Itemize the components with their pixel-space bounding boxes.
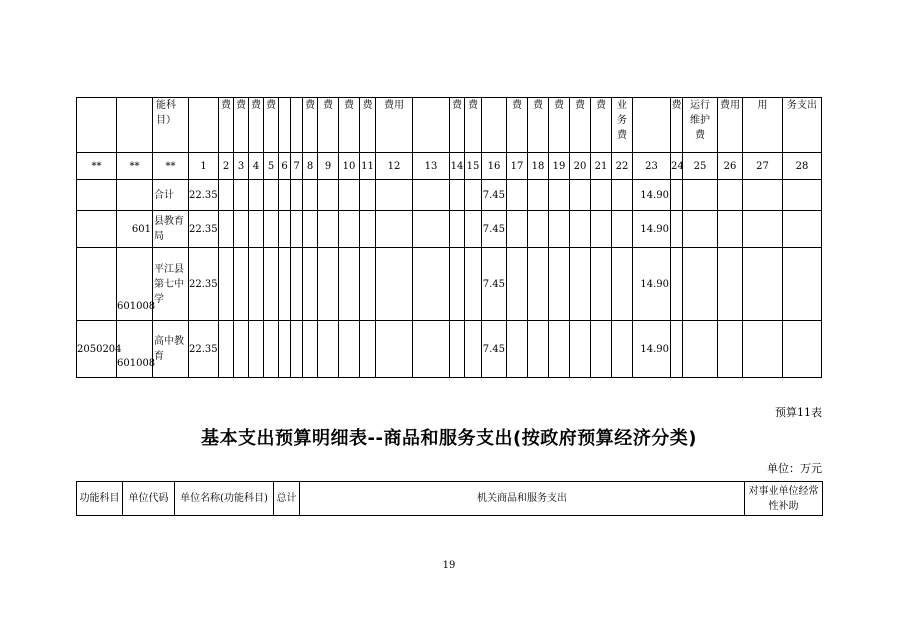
total-cell: 22.35 [189,248,219,321]
column-number-cell: 10 [339,153,360,180]
header-unit-name: 单位名称(功能科目) [175,482,274,516]
table-row [77,211,822,248]
column-number-cell: 25 [683,153,718,180]
column-number-cell: 9 [318,153,339,180]
unit-name-cell: 高中教育 [153,321,189,378]
header-row [77,482,823,516]
header-row-names [77,98,822,153]
unit-name-cell: 平江县第七中学 [153,248,189,321]
header-total: 总计 [274,482,300,516]
header-cell: 费 [507,98,528,153]
header-cell: 费 [219,98,234,153]
unit-code-cell [117,180,153,211]
header-public-institution-subsidy: 对事业单位经常性补助 [745,482,823,516]
unit-name-cell: 县教育局 [153,211,189,248]
column-number-cell: 23 [633,153,671,180]
column-number-cell: 28 [783,153,822,180]
header-cell: 费 [234,98,249,153]
unit-code-cell: 601008 [117,321,153,378]
header-cell: 费 [549,98,570,153]
header-cell: 业 务 费 [612,98,633,153]
table-number-label: 预算11表 [775,406,822,419]
header-cell: 费 [339,98,360,153]
header-cell: 费用 [718,98,743,153]
column-number-cell: 2 [219,153,234,180]
col16-cell: 7.45 [482,248,507,321]
header-cell: 费 [264,98,279,153]
column-number-cell: 21 [591,153,612,180]
col23-cell: 14.90 [633,321,671,378]
table-row [77,321,822,378]
header-cell: 费 [318,98,339,153]
header-agency-goods-services: 机关商品和服务支出 [300,482,745,516]
col16-cell: 7.45 [482,321,507,378]
table-row [77,180,822,211]
total-cell: 22.35 [189,321,219,378]
column-number-cell: 22 [612,153,633,180]
total-cell: 22.35 [189,180,219,211]
unit-code-cell: 601008 [117,248,153,321]
col23-cell: 14.90 [633,248,671,321]
total-cell: 22.35 [189,211,219,248]
header-cell [482,98,507,153]
header-cell: 费 [671,98,683,153]
header-cell: 用 [743,98,783,153]
lower-header-table [76,481,823,516]
header-func-subject: 功能科目 [77,482,123,516]
header-cell [189,98,219,153]
header-cell: 费 [591,98,612,153]
column-number-cell: 12 [376,153,413,180]
header-cell [77,98,117,153]
column-number-cell: 19 [549,153,570,180]
column-number-cell: 27 [743,153,783,180]
column-number-cell: 13 [413,153,450,180]
header-row-numbers [77,153,822,180]
header-cell: 费用 [376,98,413,153]
column-number-cell: 5 [264,153,279,180]
unit-name-cell: 合计 [153,180,189,211]
column-number-cell: 16 [482,153,507,180]
header-cell: 务支出 [783,98,822,153]
column-number-cell: ** [153,153,189,180]
page-number: 19 [442,560,456,571]
header-cell [117,98,153,153]
column-number-cell: 26 [718,153,743,180]
col16-cell: 7.45 [482,180,507,211]
column-number-cell: 6 [279,153,291,180]
column-number-cell: 14 [450,153,465,180]
header-cell: 能科 目） [153,98,189,153]
page-title: 基本支出预算明细表--商品和服务支出(按政府预算经济分类) [201,428,697,449]
column-number-cell: 11 [360,153,376,180]
header-cell [291,98,303,153]
header-cell [413,98,450,153]
func-code-cell [77,211,117,248]
column-number-cell: 15 [465,153,482,180]
column-number-cell: 18 [528,153,549,180]
col23-cell: 14.90 [633,180,671,211]
func-code-cell [77,248,117,321]
header-cell: 费 [360,98,376,153]
header-cell [279,98,291,153]
column-number-cell: 24 [671,153,683,180]
header-cell: 费 [528,98,549,153]
col23-cell: 14.90 [633,211,671,248]
table-row [77,248,822,321]
header-cell: 费 [249,98,264,153]
column-number-cell: 20 [570,153,591,180]
upper-detail-table [76,97,822,378]
column-number-cell: 7 [291,153,303,180]
header-cell: 费 [450,98,465,153]
column-number-cell: 17 [507,153,528,180]
header-cell: 费 [570,98,591,153]
unit-code-cell: 601 [117,211,153,248]
column-number-cell: 4 [249,153,264,180]
column-number-cell: ** [77,153,117,180]
column-number-cell: ** [117,153,153,180]
column-number-cell: 1 [189,153,219,180]
column-number-cell: 3 [234,153,249,180]
func-code-cell: 2050204 [77,321,117,378]
header-unit-code: 单位代码 [123,482,175,516]
func-code-cell [77,180,117,211]
header-cell: 运行 维护 费 [683,98,718,153]
header-cell [633,98,671,153]
header-cell: 费 [303,98,318,153]
column-number-cell: 8 [303,153,318,180]
header-cell: 费 [465,98,482,153]
unit-label: 单位：万元 [767,462,822,475]
col16-cell: 7.45 [482,211,507,248]
